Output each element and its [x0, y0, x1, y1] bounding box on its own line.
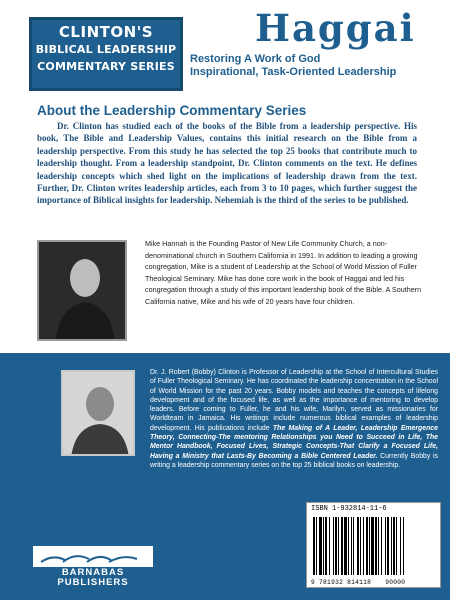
isbn-barcode [306, 502, 441, 588]
about-heading: About the Leadership Commentary Series [37, 103, 307, 118]
isbn-number: ISBN 1-932814-11-6 [311, 505, 387, 513]
book-subtitle [190, 53, 396, 79]
series-line-2: BIBLICAL LEADERSHIP [35, 43, 177, 56]
clinton-photo [61, 370, 135, 456]
publisher-name-line-1: BARNABAS [61, 567, 125, 578]
hannah-photo [37, 240, 127, 341]
clinton-bio-titles: The Making of A Leader, Leadership Emergence Theory, Connecting-The mentoring Relationships you Need to Succeed in Life, The Mentor Handbook, Focused Lives, Strategic Concepts-That Clarify a Focused Life, Having a Ministry that Lasts-By Becoming a Bible Centered Leader. [150, 424, 438, 460]
barcode-icon [311, 517, 438, 577]
publisher-bird-icon [39, 550, 149, 566]
publisher-logo [32, 545, 154, 588]
barcode-digits-main: 9 781932 814118 [311, 579, 372, 586]
series-line-1: CLINTON'S [58, 23, 154, 41]
subtitle-line-1: Restoring A Work of God [190, 53, 321, 65]
clinton-bio [150, 368, 438, 470]
book-title: Haggai [255, 6, 416, 50]
hannah-bio: Mike Hannah is the Founding Pastor of New Life Community Church, a non-denominational church in Southern California in 1991. In addition to leading a growing congregation, Mike is a student of Leadership at the School of World Mission of Fuller Theological Seminary. Mike has done core work in the book of Haggai and led his congregation through a study of this important leadership book of the Bible. A Southern California native, Mike and his wife of 20 years have four children. [145, 239, 422, 306]
series-badge [29, 17, 183, 91]
hannah-portrait-icon [39, 242, 127, 341]
publisher-name [33, 567, 153, 588]
clinton-bio-part1: Dr. J. Robert (Bobby) Clinton is Professor of Leadership at the School of Intercultural Studies of Fuller Theological Seminary. He has coordinated the leadership concentration in the School of World Mission for the past 20 years. Bobby models and teaches the concepts of lifelong development and of the focused life, as well as the importance of mentoring to develop leaders. Before coming to Fuller, he and his wife, Marilyn, served as missionaries for Worldteam in Jamaica. His writings include numerous biblical examples of leadership development. His publications include [150, 369, 438, 432]
publisher-name-line-2: PUBLISHERS [57, 577, 129, 588]
clinton-portrait-icon [63, 372, 135, 456]
barcode-digits [311, 579, 405, 586]
barcode-price-code: 90000 [385, 579, 406, 586]
subtitle-line-2: Inspirational, Task-Oriented Leadership [190, 66, 397, 78]
about-paragraph: Dr. Clinton has studied each of the books of the Bible from a leadership perspective. His book, The Bible and Leadership Values, contains this initial research on the Bible from a leadership perspective. From this study he has selected the top 25 books that contribute much to leadership thought. From a leadership standpoint, Dr. Clinton comments on the text. He defines leadership concepts which shed light on the implications of leadership drawn from the text. Further, Dr. Clinton writes leadership articles, each from 3 to 10 pages, which further suggest the importance of Biblical insights for leadership. Nehemiah is the third of the series to be published. [37, 121, 417, 206]
series-line-3: COMMENTARY SERIES [37, 60, 175, 73]
clinton-bio-part2: Currently Bobby is writing a leadership commentary series on the top 25 biblical books on leadership. [150, 452, 438, 469]
